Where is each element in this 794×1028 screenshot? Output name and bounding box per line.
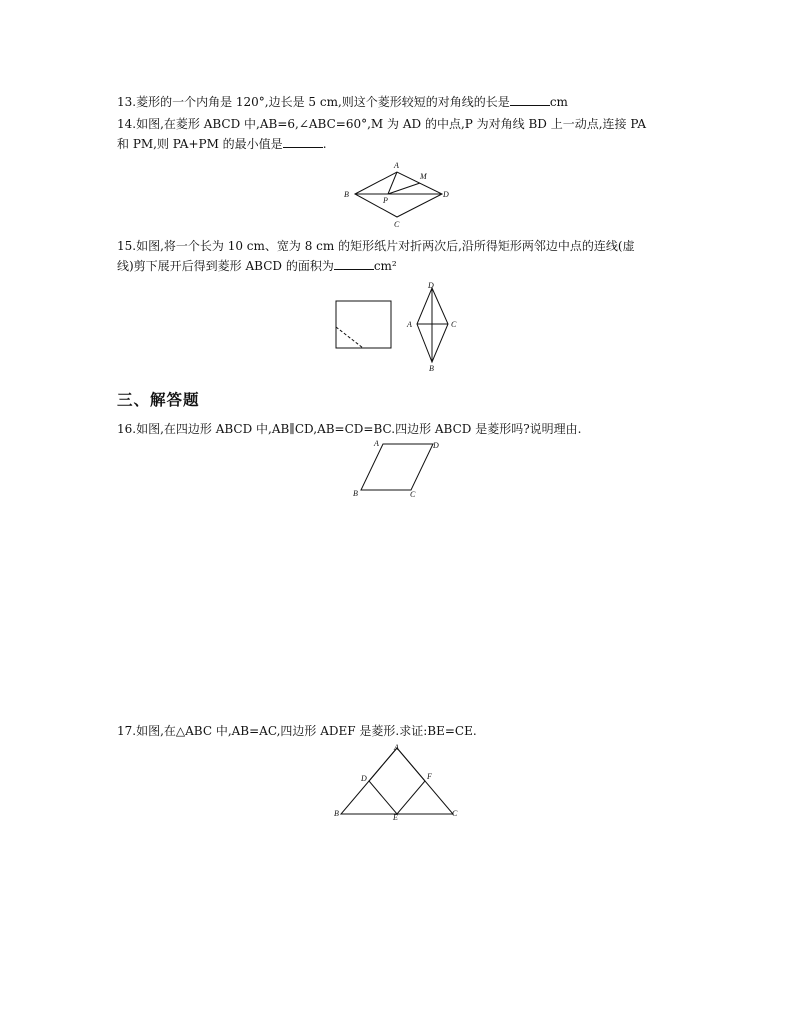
question-14-line-1 (117, 116, 646, 132)
label-a-16: A (374, 439, 379, 448)
question-16 (117, 421, 581, 437)
figure-15-rhombus (404, 282, 464, 374)
label-d-17: D (361, 774, 367, 783)
question-15-unit: cm² (373, 259, 397, 273)
question-15-line-1 (117, 238, 635, 254)
label-c-16: C (410, 490, 416, 499)
label-a-17: A (394, 743, 399, 752)
question-16-text: 16.如图,在四边形 ABCD 中,AB∥CD,AB=CD=BC.四边形 ABCD 是菱形吗?说明理由. (117, 422, 582, 436)
quadrilateral-abcd (361, 444, 433, 490)
segment-pm (388, 183, 420, 194)
question-15-text-2: 线)剪下展开后得到菱形 ABCD 的面积为 (117, 259, 334, 273)
label-p: P (383, 196, 388, 205)
triangle-abc (341, 748, 453, 814)
section-title: 三、解答题 (117, 391, 200, 409)
question-17 (117, 723, 477, 739)
question-13-unit: cm (549, 95, 568, 109)
label-b-16: B (353, 489, 358, 498)
figure-14-rhombus (340, 160, 460, 230)
label-a: A (394, 161, 399, 170)
question-15-line-2 (117, 258, 397, 274)
label-c-17: C (452, 809, 458, 818)
question-15-text-1: 15.如图,将一个长为 10 cm、宽为 8 cm 的矩形纸片对折两次后,沿所得矩形两邻边中点的连线(虚 (117, 239, 635, 253)
segment-pa (388, 172, 397, 194)
label-c-15: C (451, 320, 457, 329)
question-14-text-end: . (322, 137, 327, 151)
figure-15-folded-rectangle (335, 300, 395, 350)
question-17-text: 17.如图,在△ABC 中,AB=AC,四边形 ADEF 是菱形.求证:BE=CE. (117, 724, 477, 738)
label-f-17: F (427, 772, 432, 781)
label-b-17: B (334, 809, 339, 818)
label-m: M (420, 172, 427, 181)
answer-blank-14 (283, 136, 323, 148)
answer-blank-13 (510, 94, 550, 106)
question-14-text-2: 和 PM,则 PA+PM 的最小值是 (117, 137, 283, 151)
figure-17-triangle-rhombus (332, 740, 462, 824)
label-d-16: D (433, 441, 439, 450)
label-e-17: E (393, 813, 398, 822)
label-d-15: D (428, 281, 434, 290)
rhombus-adef (369, 748, 425, 814)
figure-16-parallelogram (345, 438, 445, 500)
label-b-15: B (429, 364, 434, 373)
question-14-line-2 (117, 136, 327, 152)
question-14-text-1: 14.如图,在菱形 ABCD 中,AB=6,∠ABC=60°,M 为 AD 的中点,P 为对角线 BD 上一动点,连接 PA (117, 117, 646, 131)
label-a-15: A (407, 320, 412, 329)
answer-blank-15 (334, 258, 374, 270)
cut-line-dashed (336, 327, 363, 348)
label-d: D (443, 190, 449, 199)
question-13 (117, 94, 568, 110)
question-13-text: 13.菱形的一个内角是 120°,边长是 5 cm,则这个菱形较短的对角线的长是 (117, 95, 510, 109)
folded-paper-rectangle (336, 301, 391, 348)
label-c: C (394, 220, 400, 229)
label-b: B (344, 190, 349, 199)
